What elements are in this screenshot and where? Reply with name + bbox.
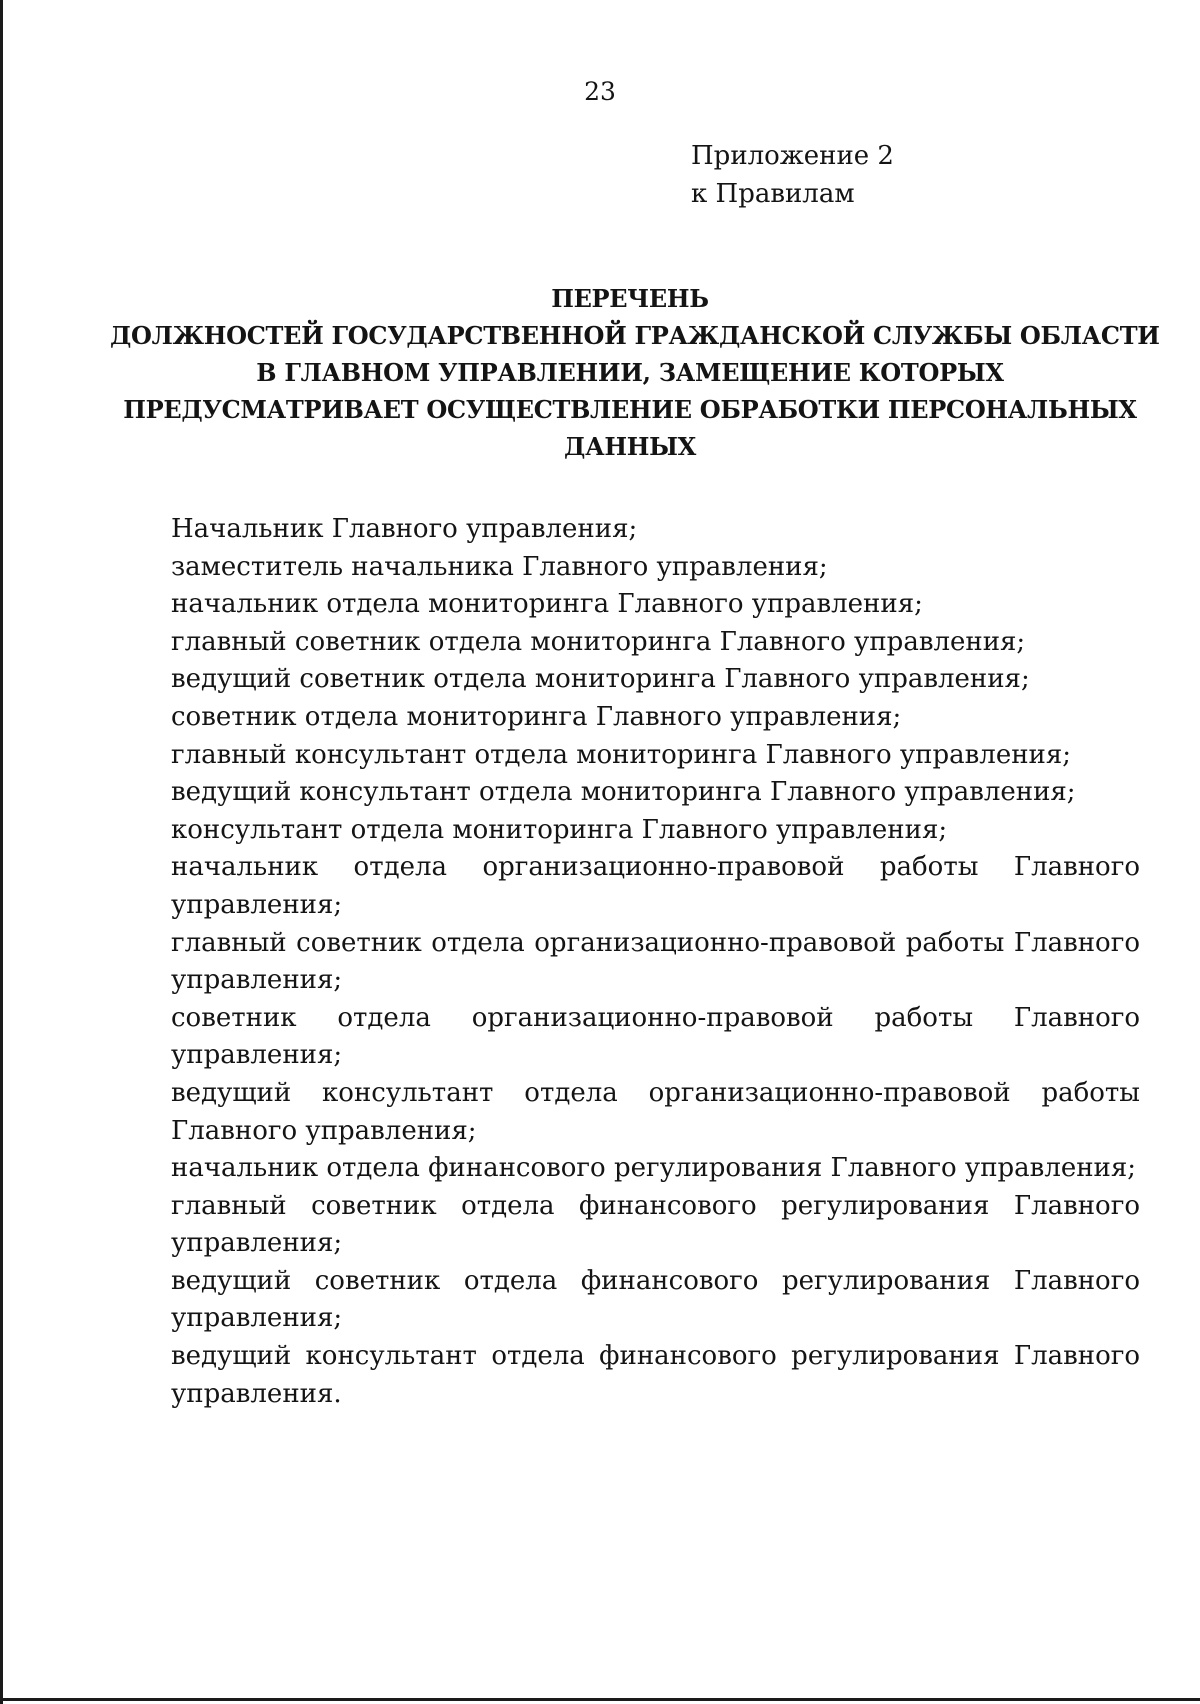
position-item: главный советник отдела финансового регулирования Главного управления; (171, 1190, 1140, 1259)
position-item: главный советник отдела организационно-правовой работы Главного управления; (171, 927, 1140, 996)
position-item: начальник отдела финансового регулирования Главного управления; (171, 1153, 1137, 1184)
heading-line-1: ПЕРЕЧЕНЬ (551, 284, 709, 313)
position-item: ведущий советник отдела мониторинга Главного управления; (171, 664, 1030, 695)
scan-border-bottom (0, 1698, 1200, 1701)
position-item: заместитель начальника Главного управления; (171, 551, 828, 582)
position-item: консультант отдела мониторинга Главного управления; (171, 814, 948, 845)
heading-line-4: ПРЕДУСМАТРИВАЕТ ОСУЩЕСТВЛЕНИЕ ОБРАБОТКИ ПЕРСОНАЛЬНЫХ (123, 395, 1137, 424)
position-item: главный консультант отдела мониторинга Главного управления; (171, 739, 1072, 770)
heading-line-5: ДАННЫХ (564, 432, 696, 461)
position-item: ведущий консультант отдела мониторинга Главного управления; (171, 777, 1076, 808)
appendix-reference (691, 137, 894, 213)
position-item: главный советник отдела мониторинга Главного управления; (171, 626, 1026, 657)
heading-line-2: ДОЛЖНОСТЕЙ ГОСУДАРСТВЕННОЙ ГРАЖДАНСКОЙ СЛУЖБЫ ОБЛАСТИ (110, 321, 1160, 350)
scan-border-left (0, 0, 3, 1704)
position-item: Начальник Главного управления; (171, 514, 638, 544)
heading-line-3: В ГЛАВНОМ УПРАВЛЕНИИ, ЗАМЕЩЕНИЕ КОТОРЫХ (256, 358, 1004, 387)
appendix-line-2: к Правилам (691, 179, 855, 209)
position-item: начальник отдела организационно-правовой работы Главного управления; (171, 852, 1140, 920)
document-heading (110, 280, 1160, 465)
position-item: ведущий советник отдела финансового регулирования Главного управления; (171, 1265, 1140, 1334)
appendix-line-1: Приложение 2 (691, 141, 894, 171)
position-item: ведущий консультант отдела организационно-правовой работы Главного управления; (171, 1077, 1140, 1146)
position-item: советник отдела организационно-правовой работы Главного управления; (171, 1002, 1140, 1071)
position-item: советник отдела мониторинга Главного управления; (171, 701, 902, 732)
position-item: ведущий консультант отдела финансового регулирования Главного управления. (171, 1341, 1140, 1409)
positions-list (171, 511, 1140, 1413)
position-item: начальник отдела мониторинга Главного управления; (171, 589, 923, 620)
page-number: 23 (584, 77, 616, 106)
